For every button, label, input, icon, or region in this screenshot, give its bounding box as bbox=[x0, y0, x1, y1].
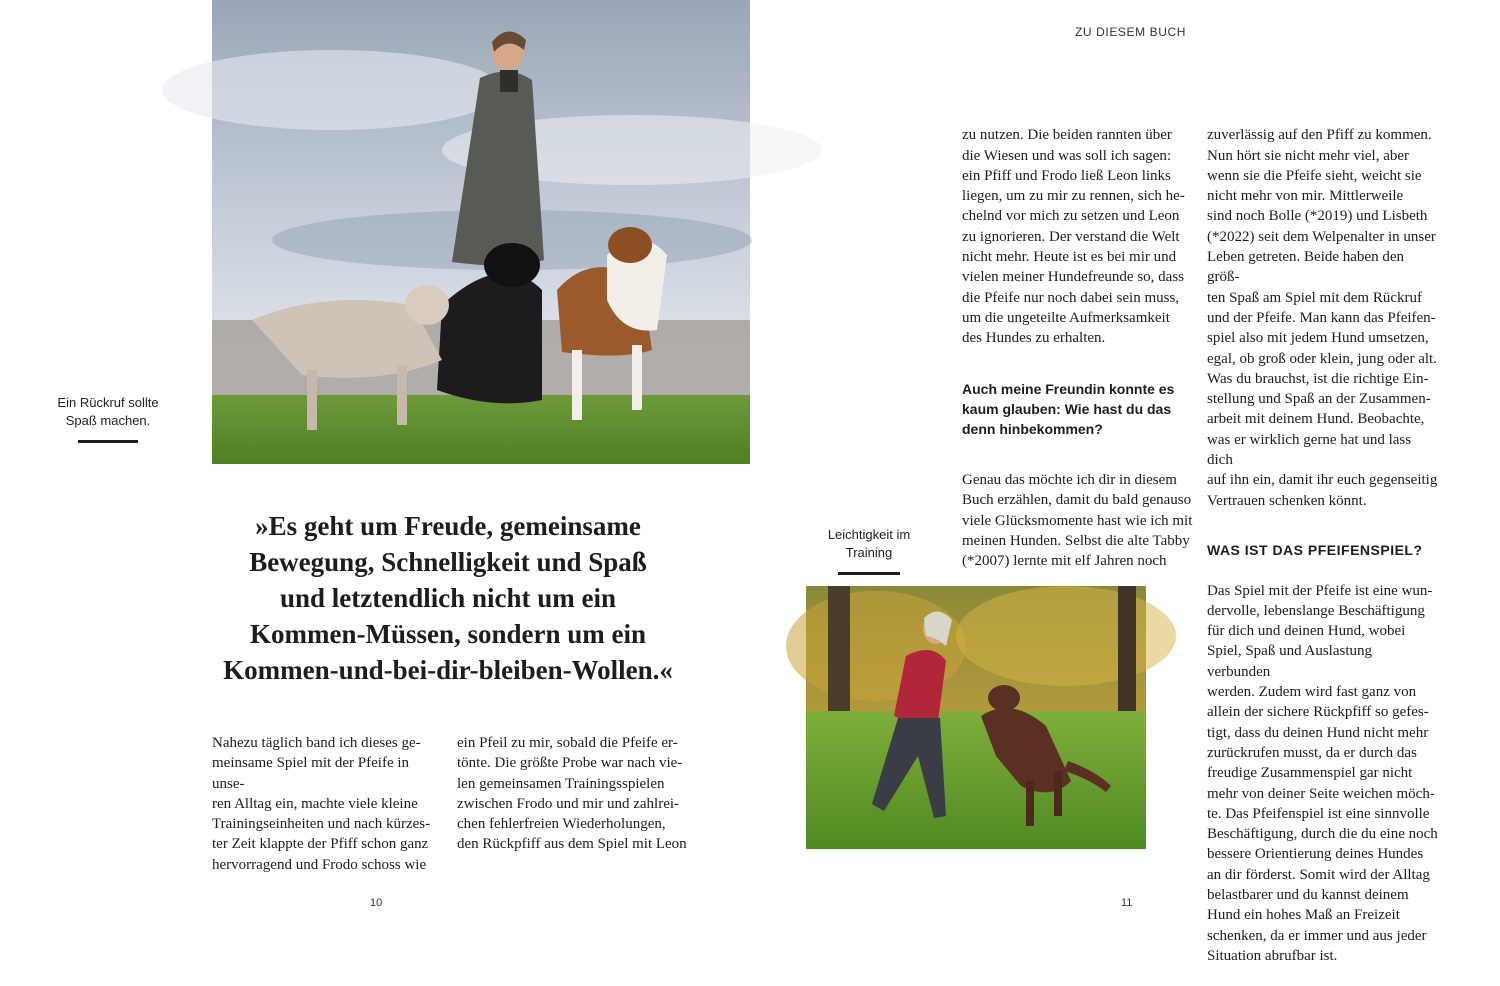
caption-text: Ein Rückruf sollte Spaß machen. bbox=[57, 395, 159, 428]
paragraph: Genau das möchte ich dir in diesem Buch erzählen, damit du bald genauso viele Glücksmomente hast wie ich mit meinen Hunden. Selbst die alte Tabby (*2007) lernte mit elf Jahren noch bbox=[962, 472, 1193, 570]
page-number: 11 bbox=[1121, 897, 1133, 909]
body-column-left-a: Nahezu täglich band ich dieses ge- meinsame Spiel mit der Pfeife in unse- ren Alltag ein, machte viele kleine Trainingseinheiten und nach kürzes- ter Zeit klappte der Pfiff schon ganz hervorragend und Frodo schoss wie bbox=[212, 735, 431, 873]
photo-woman-playing-with-dog bbox=[806, 586, 1146, 849]
body-column-right-b bbox=[1207, 105, 1439, 986]
caption-text: Leichtigkeit im Training bbox=[827, 527, 911, 560]
paragraph: Das Spiel mit der Pfeife ist eine wun- dervolle, lebenslange Beschäftigung für dich und deinen Hund, wobei Spiel, Spaß und Auslastung verbunden werden. Zudem wird fast ganz von allein der sichere Rückpfiff so gefes- tigt, dass du deinen Hund nicht mehr zurückrufen musst, da er durch das freudige Zusammenspiel gar nicht mehr von deiner Seite weichen möch- te. Das Pfeifenspiel ist eine sinnvolle Beschäftigung, durch die du eine noch bessere Orientierung deines Hundes an dir förderst. Somit wird der Alltag belastbarer und du kannst deinem Hund ein hohes Maß an Freizeit schenken, da er immer und aus jeder Situation abrufbar ist. bbox=[1207, 582, 1438, 964]
subheading: Auch meine Freundin konnte es kaum glauben: Wie hast du das denn hinbekommen? bbox=[962, 380, 1175, 438]
caption-rule bbox=[838, 572, 900, 575]
caption-rule bbox=[78, 440, 138, 443]
landscape-photo-icon bbox=[212, 0, 750, 464]
photo-caption bbox=[806, 508, 932, 593]
running-head: ZU DIESEM BUCH bbox=[1075, 25, 1187, 39]
paragraph: zuverlässig auf den Pfiff zu kommen. Nun hört sie nicht mehr viel, aber wenn sie die Pfeife sieht, weicht sie nicht mehr von mir. Mittlerweile sind noch Bolle (*2019) und Lisbeth (*2022) seit dem Welpenalter in unser Leben getreten. Beide haben den größ- ten Spaß am Spiel mit dem Rückruf und der Pfeife. Man kann das Pfeifen- spiel also mit jedem Hund umsetzen, egal, ob groß oder klein, jung oder alt. Was du brauchst, ist die richtige Ein- stellung und Spaß an der Zusammen- arbeit mit deinem Hund. Beobachte, was er wirklich gerne hat und lass dich auf ihn ein, damit ihr euch gegenseitig Vertrauen schenken könnt. bbox=[1207, 127, 1438, 509]
paragraph: zu nutzen. Die beiden rannten über die Wiesen und was soll ich sagen: ein Pfiff und Frodo ließ Leon links liegen, um zu mir zu rennen, sich he- chelnd vor mich zu setzen und Leon zu ignorieren. Der verstand die Welt nicht mehr. Heute ist es bei mir und vielen meiner Hundefreunde so, dass die Pfeife nur noch dabei sein muss, um die ungeteilte Aufmerksamkeit des Hundes zu erhalten. bbox=[962, 127, 1185, 347]
page-number: 10 bbox=[370, 897, 383, 909]
body-column-left-b: ein Pfeil zu mir, sobald die Pfeife er- tönte. Die größte Probe war nach vie- len gemeinsamen Trainingsspielen zwischen Frodo und mir und zahlrei- chen fehlerfreien Wiederholungen, den Rückpfiff aus dem Spiel mit Leon bbox=[457, 735, 687, 853]
section-heading: WAS IST DAS PFEIFENSPIEL? bbox=[1207, 542, 1423, 559]
body-column-right-a bbox=[962, 105, 1194, 592]
photo-caption bbox=[48, 376, 168, 461]
landscape-photo-icon bbox=[806, 586, 1146, 849]
pull-quote: »Es geht um Freude, gemeinsame Bewegung, Schnelligkeit und Spaß und letztendlich nicht um ein Kommen-Müssen, sondern um ein Kommen-und-bei-dir-bleiben-Wollen.« bbox=[223, 511, 673, 685]
photo-woman-with-dogs bbox=[212, 0, 750, 464]
